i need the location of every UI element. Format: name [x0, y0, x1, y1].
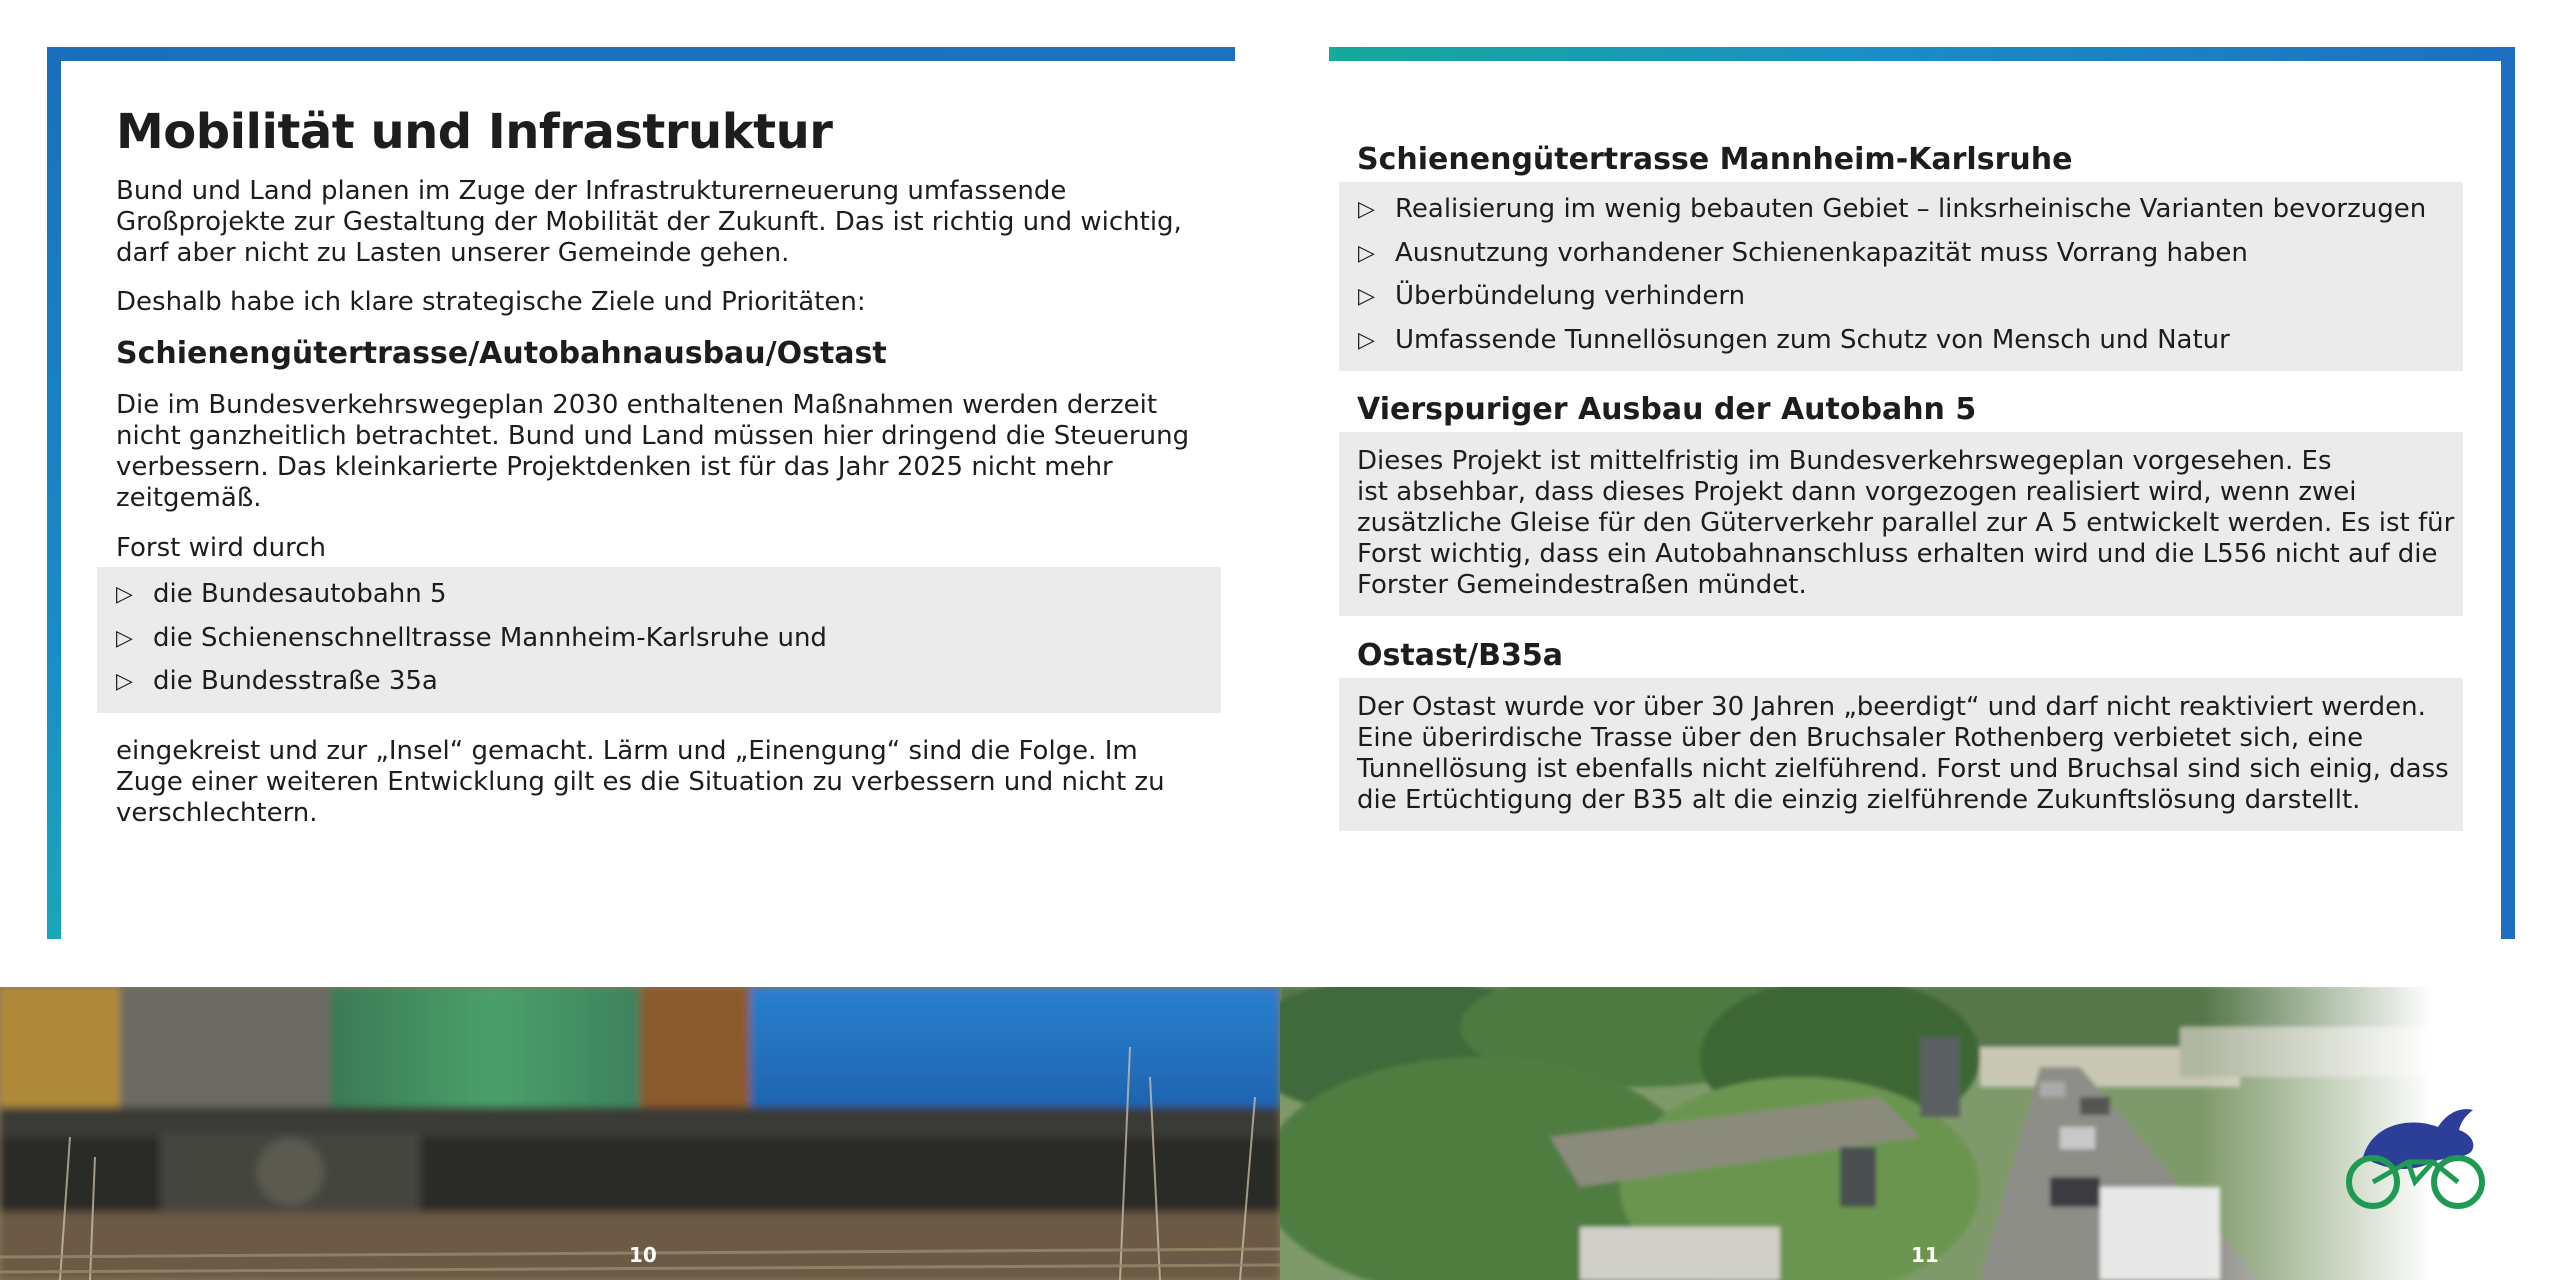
a5-box: [1339, 432, 2463, 616]
ostast-box: [1339, 678, 2463, 831]
triangle-outline-icon: ▷: [1358, 240, 1375, 266]
list-item: ▷ Ausnutzung vorhandener Schienenkapazität muss Vorrang haben: [1358, 232, 2426, 276]
rail-bullet-box: [1339, 182, 2463, 371]
road-traffic-photo: [1280, 987, 2560, 1280]
triangle-outline-icon: ▷: [1358, 284, 1375, 309]
list-item: ▷ Überbündelung verhindern: [1358, 275, 2426, 319]
closing-paragraph: eingekreist und zur „Insel“ gemacht. Lärm und „Einengung“ sind die Folge. Im Zuge einer weiteren Entwicklung gilt es die Situation zu verbessern und nicht zu verschlechtern.: [116, 736, 1165, 828]
list-item: ▷ die Bundesstraße 35a: [116, 660, 827, 704]
triangle-outline-icon: ▷: [116, 625, 133, 651]
triangle-outline-icon: ▷: [1358, 197, 1375, 222]
list-item: ▷ Umfassende Tunnellösungen zum Schutz von Mensch und Natur: [1358, 319, 2426, 363]
rail-heading: Schienengütertrasse Mannheim-Karlsruhe: [1357, 142, 2073, 177]
rabbit-bicycle-logo-icon: [2343, 1102, 2493, 1212]
list-item: ▷ Realisierung im wenig bebauten Gebiet – linksrheinische Varianten bevorzugen: [1358, 188, 2426, 232]
freight-train-photo: [0, 987, 1280, 1280]
right-page-frame-side: [2501, 47, 2515, 939]
list-item: ▷ die Bundesautobahn 5: [116, 573, 827, 617]
goals-line: Deshalb habe ich klare strategische Ziele und Prioritäten:: [116, 287, 866, 317]
bullet-list: [116, 573, 827, 704]
right-page-frame-top: [1329, 47, 2515, 61]
triangle-outline-icon: ▷: [1358, 327, 1375, 353]
section-heading: Schienengütertrasse/Autobahnausbau/Ostast: [116, 336, 887, 371]
a5-body: Dieses Projekt ist mittelfristig im Bundesverkehrswegeplan vorgesehen. Es ist absehbar, dass dieses Projekt dann vorgezogen realisiert wird, wenn zwei zusätzliche Gleise für den Güterverkehr parallel zur A 5 entwickelt werden. Es ist für Forst wichtig, dass ein Autobahnanschluss erhalten wird und die L556 nicht auf die Forster Gemeindestraßen mündet.: [1357, 446, 2455, 600]
page-number-right: 11: [1911, 1243, 1939, 1267]
page-number-left: 10: [629, 1243, 657, 1267]
left-page-frame-top: [47, 47, 1235, 61]
intro-paragraph: Bund und Land planen im Zuge der Infrastrukturerneuerung umfassende Großprojekte zur Gestaltung der Mobilität der Zukunft. Das ist richtig und wichtig, darf aber nicht zu Lasten unserer Gemeinde gehen.: [116, 176, 1182, 268]
section-body: Die im Bundesverkehrswegeplan 2030 enthaltenen Maßnahmen werden derzeit nicht ganzheitlich betrachtet. Bund und Land müssen hier dringend die Steuerung verbessern. Das kleinkarierte Projektdenken ist für das Jahr 2025 nicht mehr zeitgemäß.: [116, 390, 1190, 513]
ostast-body: Der Ostast wurde vor über 30 Jahren „beerdigt“ und darf nicht reaktiviert werden. Eine überirdische Trasse über den Bruchsaler Rothenberg verbietet sich, eine Tunnellösung ist ebenfalls nicht zielführend. Forst und Bruchsal sind sich einig, dass die Ertüchtigung der B35 alt die einzig zielführende Zukunftslösung darstellt.: [1357, 692, 2449, 815]
ostast-heading: Ostast/B35a: [1357, 638, 1563, 673]
page-title: Mobilität und Infrastruktur: [116, 104, 833, 160]
left-page-frame-side: [47, 47, 61, 939]
list-item: ▷ die Schienenschnelltrasse Mannheim-Karlsruhe und: [116, 617, 827, 661]
triangle-outline-icon: ▷: [116, 582, 133, 607]
a5-heading: Vierspuriger Ausbau der Autobahn 5: [1357, 392, 1977, 427]
triangle-outline-icon: ▷: [116, 669, 133, 694]
bullet-box: [97, 567, 1221, 713]
forst-lead: Forst wird durch: [116, 533, 326, 563]
rail-bullet-list: [1358, 188, 2426, 362]
